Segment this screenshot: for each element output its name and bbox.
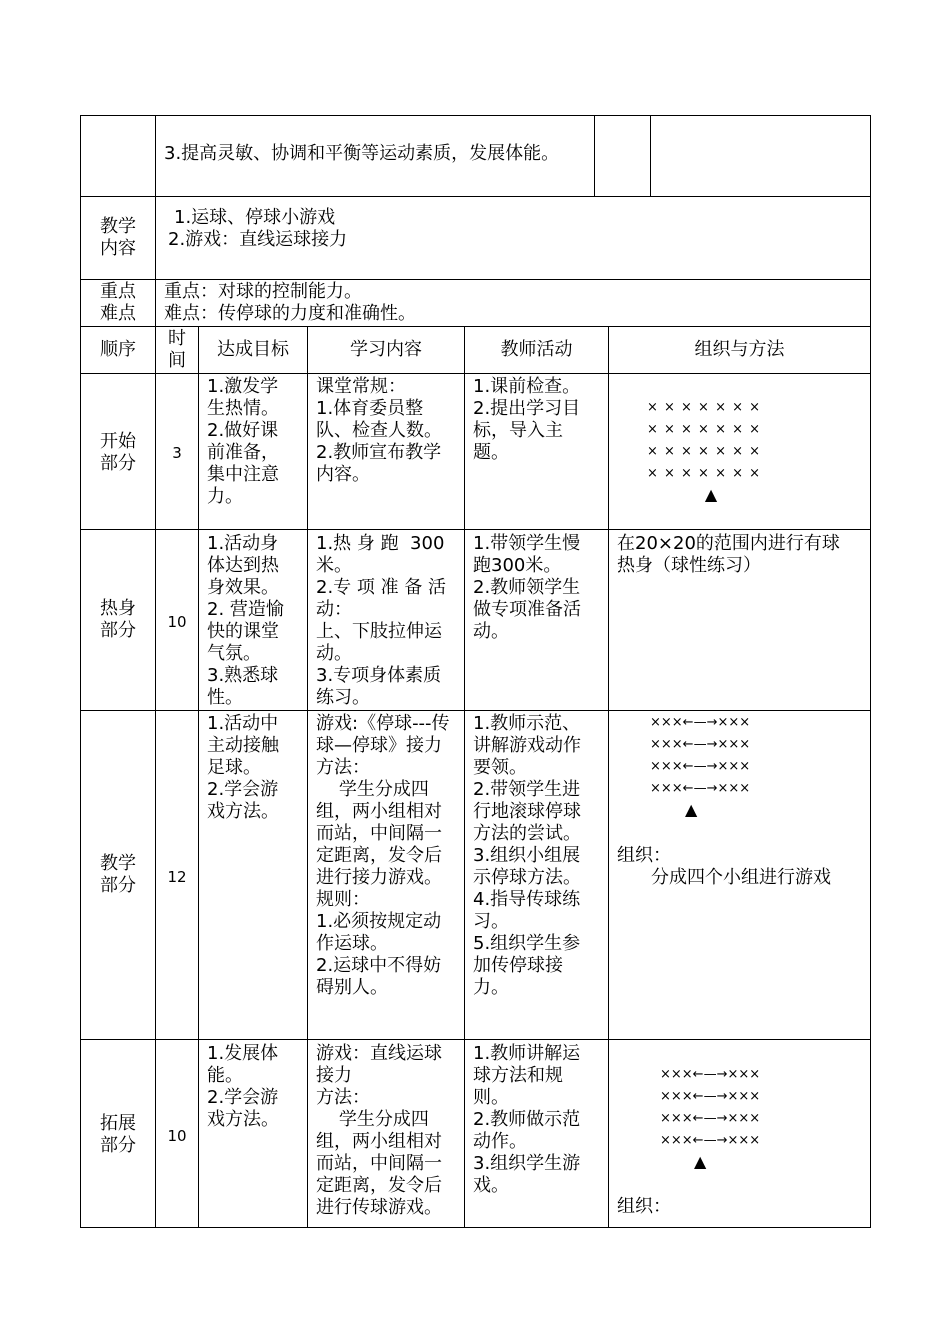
goal-line: 1.发展体: [207, 1043, 279, 1064]
header-org: 组织与方法: [694, 339, 785, 360]
formation-row: ×××←—→×××: [650, 715, 751, 730]
teacher-line: 动。: [473, 621, 509, 642]
goal-line: 1.激发学: [207, 376, 279, 397]
goal-line: 身效果。: [207, 577, 279, 598]
section-extension-goal: [207, 1043, 303, 1131]
formation-row: × × × × × × ×: [646, 444, 762, 459]
teacher-line: 做专项准备活: [473, 599, 581, 620]
focus-label: [81, 281, 155, 325]
teacher-line: 4.指导传球练: [473, 889, 581, 910]
learning-line: 方法：: [316, 757, 370, 778]
col-divider: [198, 326, 199, 1227]
teacher-line: 2.教师做示范: [473, 1109, 581, 1130]
section-teaching-teacher: [473, 713, 605, 999]
section-teaching-org-text: 分成四个小组进行游戏: [651, 867, 831, 888]
teacher-position-icon: ▲: [704, 485, 718, 504]
goal-line: 3.熟悉球: [207, 665, 279, 686]
goal-3-text: 3.提高灵敏、协调和平衡等运动素质，发展体能。: [164, 143, 560, 164]
goal-line: 力。: [207, 486, 243, 507]
learning-line: 接力: [316, 1065, 352, 1086]
section-start-name: [81, 431, 155, 475]
goal-line: 气氛。: [207, 643, 261, 664]
section-start-teacher: [473, 376, 605, 464]
formation-row: ×××←—→×××: [660, 1111, 761, 1126]
teacher-line: 1.课前检查。: [473, 376, 581, 397]
learning-line: 动：: [316, 599, 352, 620]
teacher-line: 要领。: [473, 757, 527, 778]
section-teaching-goal: [207, 713, 303, 823]
content-label-line1: 教学: [100, 216, 136, 237]
section-name-line1: 拓展: [100, 1113, 136, 1134]
col-divider: [594, 115, 595, 196]
goal-line: 性。: [207, 687, 243, 708]
learning-line: 组，两小组相对: [316, 801, 442, 822]
goal-line: 体达到热: [207, 555, 279, 576]
teacher-line: 1.教师示范、: [473, 713, 581, 734]
teacher-line: 讲解游戏动作: [473, 735, 581, 756]
learning-line: 碍别人。: [316, 977, 388, 998]
section-teaching-time: 12: [167, 868, 187, 886]
focus-label-line2: 难点: [100, 303, 136, 324]
teacher-line: 2.提出学习目: [473, 398, 581, 419]
learning-line: 方法：: [316, 1087, 370, 1108]
learning-line: 定距离，发令后: [316, 1175, 442, 1196]
section-teaching-learning: [316, 713, 462, 999]
learning-line: 游戏：直线运球: [316, 1043, 442, 1064]
col-divider: [464, 326, 465, 1227]
header-time: [156, 328, 198, 372]
section-name-line2: 部分: [100, 453, 136, 474]
content-item: 1.运球、停球小游戏: [174, 207, 336, 228]
difficult-point: 难点：传停球的力度和准确性。: [164, 303, 416, 324]
section-warmup-org: [617, 533, 867, 577]
learning-line: 游戏:《停球---传: [316, 713, 450, 734]
table-border-bottom: [80, 1227, 871, 1228]
table-border-top: [80, 115, 871, 116]
goal-line: 足球。: [207, 757, 261, 778]
goal-line: 主动接触: [207, 735, 279, 756]
learning-line: 作运球。: [316, 933, 388, 954]
section-extension-formation: [660, 1064, 780, 1172]
section-warmup-teacher: [473, 533, 605, 643]
teacher-line: 示停球方法。: [473, 867, 581, 888]
table-border-right: [870, 115, 871, 1228]
goal-line: 前准备，: [207, 442, 279, 463]
section-warmup-name: [81, 598, 155, 642]
section-start-goal: [207, 376, 303, 508]
learning-line: 米。: [316, 555, 352, 576]
learning-line: 球—停球》接力: [316, 735, 442, 756]
formation-row: ×××←—→×××: [660, 1089, 761, 1104]
learning-line: 2.运球中不得妨: [316, 955, 442, 976]
section-warmup-time: 10: [167, 613, 187, 631]
formation-row: ×××←—→×××: [660, 1133, 761, 1148]
row-divider: [80, 196, 871, 197]
col-divider: [155, 115, 156, 326]
content-list: [168, 207, 858, 251]
learning-line: 1.体育委员整: [316, 398, 424, 419]
teacher-line: 行地滚球停球: [473, 801, 581, 822]
section-warmup-learning: [316, 533, 462, 709]
teacher-line: 跑300米。: [473, 555, 562, 576]
teacher-line: 1.带领学生慢: [473, 533, 581, 554]
learning-line: 课堂常规：: [316, 376, 406, 397]
teacher-line: 5.组织学生参: [473, 933, 581, 954]
learning-line: 练习。: [316, 687, 370, 708]
header-time-line1: 时: [168, 328, 186, 349]
learning-line: 动。: [316, 643, 352, 664]
goal-line: 2.学会游: [207, 1087, 279, 1108]
section-teaching-org-label: 组织：: [617, 845, 671, 866]
learning-line: 规则：: [316, 889, 370, 910]
learning-line: 2.教师宣布教学: [316, 442, 442, 463]
section-name-line2: 部分: [100, 875, 136, 896]
learning-line: 1.必须按规定动: [316, 911, 442, 932]
teacher-line: 方法的尝试。: [473, 823, 581, 844]
section-name-line1: 热身: [100, 598, 136, 619]
goal-line: 戏方法。: [207, 1109, 279, 1130]
org-line: 热身（球性练习）: [617, 555, 761, 576]
content-item: 2.游戏：直线运球接力: [168, 229, 348, 250]
learning-line: 2.专 项 准 备 活: [316, 577, 447, 598]
goal-line: 集中注意: [207, 464, 279, 485]
teacher-line: 球方法和规: [473, 1065, 563, 1086]
goal-line: 2. 营造愉: [207, 599, 284, 620]
learning-line: 学生分成四: [316, 779, 429, 800]
teacher-line: 力。: [473, 977, 509, 998]
header-goal: 达成目标: [217, 339, 289, 360]
learning-line: 上、下肢拉伸运: [316, 621, 442, 642]
teacher-position-icon: ▲: [685, 800, 698, 819]
learning-line: 队、检查人数。: [316, 420, 442, 441]
goal-line: 2.做好课: [207, 420, 279, 441]
content-label-line2: 内容: [100, 238, 136, 259]
teacher-line: 3.组织小组展: [473, 845, 581, 866]
formation-row: ×××←—→×××: [650, 759, 751, 774]
goal-line: 戏方法。: [207, 801, 279, 822]
goal-line: 2.学会游: [207, 779, 279, 800]
header-order: 顺序: [100, 339, 136, 360]
goal-line: 生热情。: [207, 398, 279, 419]
row-divider: [80, 279, 871, 280]
learning-line: 进行传球游戏。: [316, 1197, 442, 1218]
learning-line: 组，两小组相对: [316, 1131, 442, 1152]
header-teacher: 教师活动: [500, 339, 573, 360]
section-warmup-goal: [207, 533, 303, 709]
section-teaching-name: [81, 853, 155, 897]
section-name-line1: 教学: [100, 853, 136, 874]
section-extension-org-label: 组织：: [617, 1196, 671, 1217]
teacher-line: 2.带领学生进: [473, 779, 581, 800]
section-start-time: 3: [172, 444, 182, 462]
teacher-line: 3.组织学生游: [473, 1153, 581, 1174]
content-label: [81, 216, 155, 260]
org-line: 在20×20的范围内进行有球: [617, 533, 840, 554]
learning-line: 进行接力游戏。: [316, 867, 442, 888]
section-extension-time: 10: [167, 1127, 187, 1145]
formation-row: × × × × × × ×: [646, 466, 762, 481]
teacher-line: 2.教师领学生: [473, 577, 581, 598]
teacher-line: 题。: [473, 442, 509, 463]
teacher-line: 标，导入主: [473, 420, 563, 441]
focus-text: [164, 281, 864, 325]
section-name-line2: 部分: [100, 620, 136, 641]
learning-line: 内容。: [316, 464, 370, 485]
teacher-position-icon: ▲: [694, 1152, 707, 1171]
header-time-line2: 间: [168, 350, 186, 371]
teacher-line: 习。: [473, 911, 509, 932]
learning-line: 3.专项身体素质: [316, 665, 442, 686]
section-extension-name: [81, 1113, 155, 1157]
focus-label-line1: 重点: [100, 281, 136, 302]
section-extension-teacher: [473, 1043, 605, 1197]
col-divider: [307, 326, 308, 1227]
goal-line: 快的课堂: [207, 621, 279, 642]
col-divider: [650, 115, 651, 196]
section-name-line2: 部分: [100, 1135, 136, 1156]
learning-line: 1.热 身 跑 300: [316, 533, 445, 554]
key-point: 重点：对球的控制能力。: [164, 281, 362, 302]
learning-line: 学生分成四: [316, 1109, 429, 1130]
goal-line: 1.活动身: [207, 533, 279, 554]
teacher-line: 加传停球接: [473, 955, 563, 976]
section-name-line1: 开始: [100, 431, 136, 452]
section-start-learning: [316, 376, 462, 486]
section-teaching-formation: [650, 712, 770, 820]
goal-line: 能。: [207, 1065, 243, 1086]
learning-line: 定距离，发令后: [316, 845, 442, 866]
formation-row: × × × × × × ×: [646, 400, 762, 415]
teacher-line: 1.教师讲解运: [473, 1043, 581, 1064]
learning-line: 而站，中间隔一: [316, 1153, 442, 1174]
formation-row: × × × × × × ×: [646, 422, 762, 437]
formation-row: ×××←—→×××: [650, 737, 751, 752]
section-start-formation: [609, 397, 799, 505]
goal-line: 1.活动中: [207, 713, 279, 734]
teacher-line: 戏。: [473, 1175, 509, 1196]
header-learning: 学习内容: [350, 339, 422, 360]
teacher-line: 动作。: [473, 1131, 527, 1152]
formation-row: ×××←—→×××: [660, 1067, 761, 1082]
formation-row: ×××←—→×××: [650, 781, 751, 796]
section-extension-learning: [316, 1043, 462, 1219]
learning-line: 而站，中间隔一: [316, 823, 442, 844]
teacher-line: 则。: [473, 1087, 509, 1108]
